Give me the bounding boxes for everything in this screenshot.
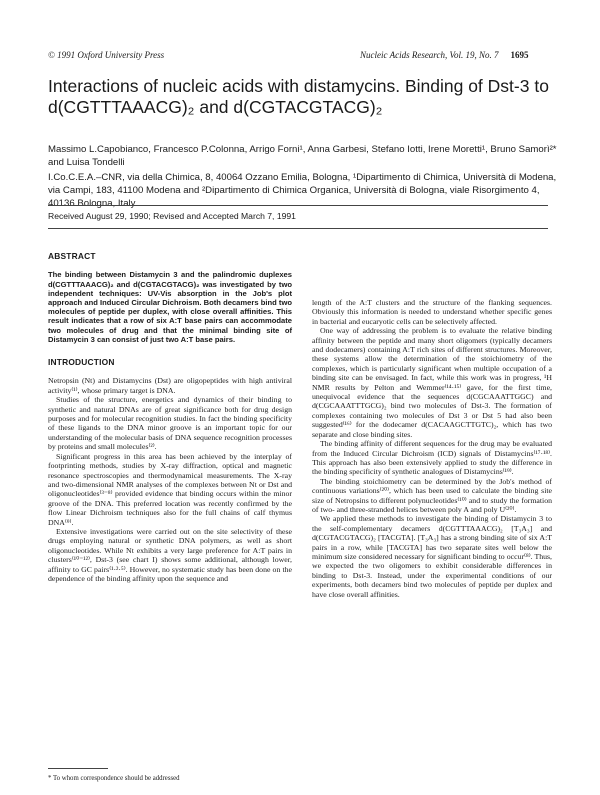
page-number: 1695 bbox=[510, 50, 529, 60]
body-paragraph: One way of addressing the problem is to evaluate the relative binding affinity between the peptide and many short oligomers (typically decamers and dodecamers) containing A:T rich sites of different structures. Moreover, these systems allow the determination of the stoichiometry of the complexes, which is particularly significant when multiple occupation of a binding site can be envisaged. In fact, while this work was in progress, ¹H NMR results by Pelton and Wemmer⁽¹⁴·¹⁵⁾ gave, for the first time, unequivocal evidence that the sequences d(CGCAAATTGGC) and d(CGCAAATTTGCG)₂ bind two molecules of Dst-3. The formation of complexes containing two molecules of Dst 3 or Dst 5 had also been suggested⁽¹⁶⁾ for the dodecamer d(CACAAGCTTGTC)₂, which has two separate and close binding sites. bbox=[312, 326, 552, 439]
left-column bbox=[48, 252, 292, 583]
journal-copyright: © 1991 Oxford University Press bbox=[48, 50, 165, 60]
body-paragraph: The binding stoichiometry can be determined by the Job's method of continuous variations⁽²⁰⁾, which has been used to calculate the binding site size of Netropsins to different polynucleotides⁽¹⁰⁾ and to study the formation of two- and three-stranded helices between poly A and poly U⁽²⁰⁾. bbox=[312, 476, 552, 514]
abstract-text: The binding between Distamycin 3 and the palindromic duplexes d(CGTTTAAACG)₂ and d(CGTACGTACG)₂ was investigated by two independent techniques: UV-Vis absorption in the Job's plot approach and Induced Circular Dichroism. Both decamers bind two molecules of peptide per duplex, with close overall affinities. This result indicates that a row of six A:T base pairs can accommodate two molecules of drug and that the minimal binding site of Distamycin 3 can consist of just two A:T base pairs. bbox=[48, 270, 292, 344]
footnote-rule bbox=[48, 768, 108, 769]
intro-paragraph: Netropsin (Nt) and Distamycins (Dst) are oligopeptides with high antiviral activity⁽¹⁾, whose primary target is DNA. bbox=[48, 376, 292, 395]
abstract-heading: ABSTRACT bbox=[48, 251, 96, 261]
author-list: Massimo L.Capobianco, Francesco P.Colonna, Arrigo Forni¹, Anna Garbesi, Stefano Iotti, Irene Moretti¹, Bruno Samorì²* and Luisa Tondelli bbox=[48, 144, 557, 168]
intro-paragraph: Significant progress in this area has been achieved by the interplay of footprinting methods, studies by X-ray diffraction, optical and magnetic resonance spectroscopies and thermodynamical measurements. The X-ray and two-dimensional NMR analyses of the complexes between Nt or Dst and oligonucleotides⁽³⁻⁸⁾ provided evidence that binding occurs within the minor groove of the DNA. This preferred location was recently confirmed by the flow Linear Dichroism techniques also for the full chains of calf thymus DNA⁽⁹⁾. bbox=[48, 451, 292, 527]
divider-top bbox=[48, 205, 548, 206]
journal-name: Nucleic Acids Research, Vol. 19, No. 7 bbox=[360, 50, 499, 60]
introduction-heading: INTRODUCTION bbox=[48, 357, 115, 368]
divider-bottom bbox=[48, 228, 548, 229]
body-paragraph: We applied these methods to investigate the binding of Distamycin 3 to the self-complementary decamers d(CGTTTAAACG)₂ [T₃A₃] and d(CGTACGTACG)₂ [TACGTA]. [T₃A₃] has a strong binding site of six A:T pairs in a row, while [TACGTA] has two separate sites well below the minimum size considered necessary for significant binding to occur⁽⁸⁾. Thus, we expected the two oligomers to exhibit considerable differences in binding to Dst-3. Instead, under the experimental conditions of our experiments, both decamers bind two molecules of peptide per duplex and have close overall affinities. bbox=[312, 514, 552, 599]
right-column bbox=[312, 298, 552, 599]
body-paragraph: The binding affinity of different sequences for the drug may be evaluated from the Induced Circular Dichroism (ICD) signals of Distamycins⁽¹⁷·¹⁸⁾. This approach has also been extensively applied to study the difference in the binding specificity of synthetic analogues of Distamycins⁽¹⁹⁾. bbox=[312, 439, 552, 477]
footnote: * To whom correspondence should be addressed bbox=[48, 775, 180, 782]
affiliation: I.Co.C.E.A.–CNR, via della Chimica, 8, 40064 Ozzano Emilia, Bologna, ¹Dipartimento di Chimica, Università di Modena, via Campi, 183, 41100 Modena and ²Dipartimento di Chimica Organica, Università di Bologna, viale Risorgimento 4, 40136 Bologna, Italy bbox=[48, 172, 557, 209]
intro-paragraph: Extensive investigations were carried out on the site selectivity of these drugs employing natural or synthetic DNA polymers, as well as short oligonucleotides. While Nt exhibits a very large preference for A:T pairs in clusters⁽¹⁰⁻¹²⁾, Dst-3 (see chart I) shows some additional, although lower, affinity to GC pairs⁽¹·²·⁵⁾. However, no systematic study has been done on the dependence of the binding affinity upon the sequence and bbox=[48, 526, 292, 583]
received-dates: Received August 29, 1990; Revised and Accepted March 7, 1991 bbox=[48, 211, 296, 221]
journal-citation bbox=[360, 50, 528, 60]
article-title: Interactions of nucleic acids with distamycins. Binding of Dst-3 to d(CGTTTAAACG)₂ and d(CGTACGTACG)₂ bbox=[48, 76, 549, 117]
intro-paragraph: Studies of the structure, energetics and dynamics of their binding to synthetic and natural DNAs are of great significance both for drug design purposes and for molecular recognition studies. In fact the binding specificity of these ligands to the DNA minor groove is an important topic for our understanding of the molecular basis of DNA sequence recognition processes by proteins and small molecules⁽²⁾. bbox=[48, 395, 292, 452]
body-paragraph: length of the A:T clusters and the structure of the flanking sequences. Obviously this information is needed to understand whether specific genes in bacterial and eucaryotic cells can be selectively affected. bbox=[312, 298, 552, 326]
